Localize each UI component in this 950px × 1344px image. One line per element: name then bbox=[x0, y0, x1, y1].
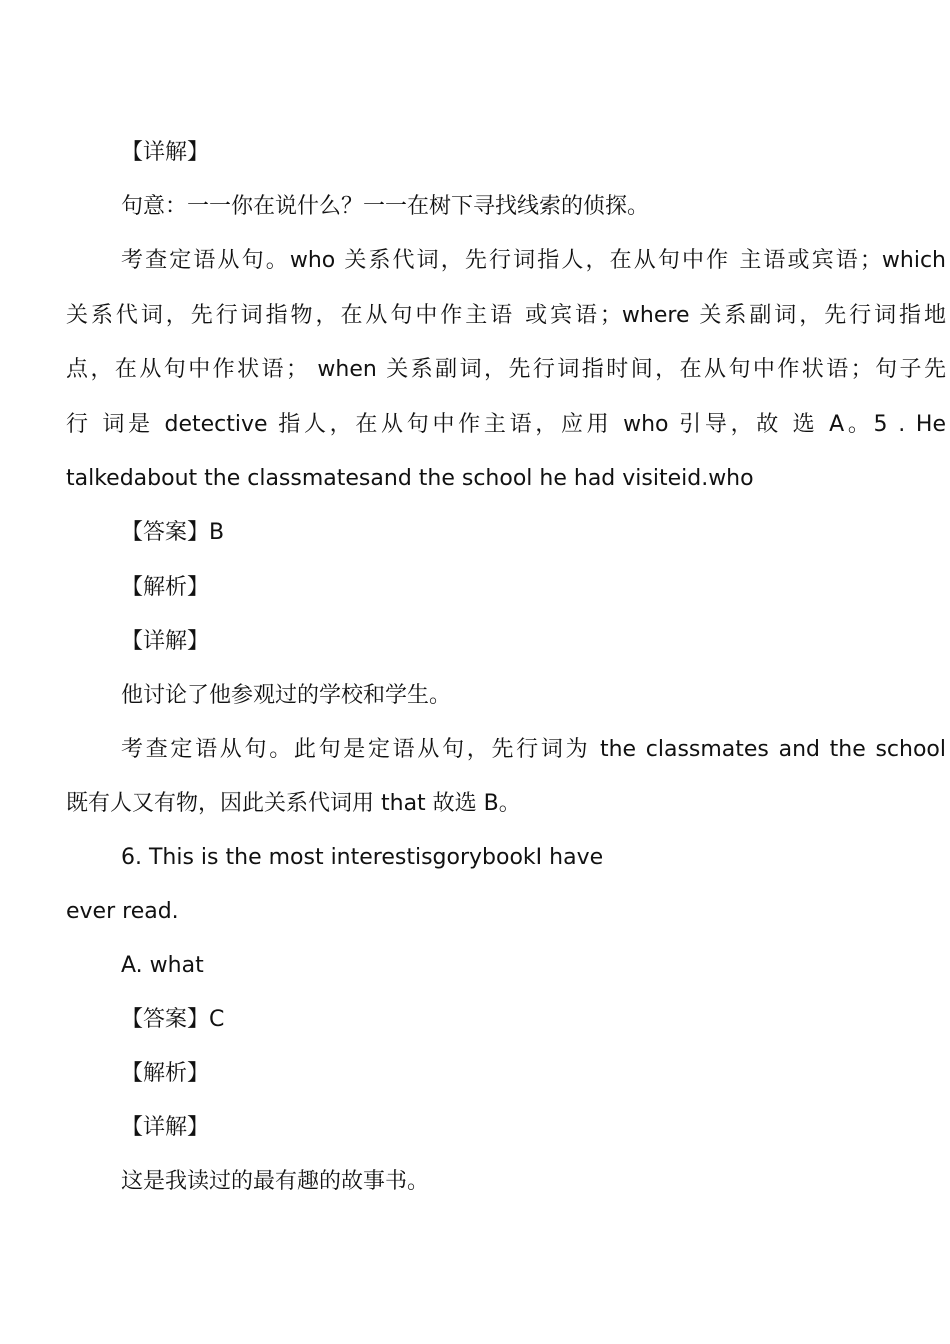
explanation-line: 既有人又有物，因此关系代词用 that 故选 B。 bbox=[66, 791, 521, 816]
analysis-label: 【解析】 bbox=[121, 1061, 210, 1086]
analysis-label: 【解析】 bbox=[121, 575, 210, 600]
question-text: talkedabout the classmatesand the school he had visiteid.who bbox=[66, 466, 754, 491]
explanation-line: 考查定语从句。who 关系代词，先行词指人，在从句中作 主语或宾语；which bbox=[121, 248, 946, 273]
heading-detail: 【详解】 bbox=[121, 140, 210, 165]
question-text: ever read. bbox=[66, 899, 179, 924]
answer-label: 【答案】C bbox=[121, 1007, 225, 1032]
sentence-meaning: 句意：一一你在说什么？一一在树下寻找线索的侦探。 bbox=[121, 194, 650, 219]
translation-line: 他讨论了他参观过的学校和学生。 bbox=[121, 683, 452, 708]
explanation-line: 考查定语从句。此句是定语从句，先行词为 the classmates and the school bbox=[121, 737, 946, 762]
explanation-line: 点，在从句中作状语； when 关系副词，先行词指时间，在从句中作状语；句子先 bbox=[66, 357, 946, 382]
explanation-line: 行 词是 detective 指人，在从句中作主语，应用 who 引导，故 选 A。5 . He bbox=[66, 412, 946, 437]
heading-detail: 【详解】 bbox=[121, 629, 210, 654]
question-text: 6. This is the most interestisgorybookI have bbox=[121, 845, 604, 870]
explanation-line: 关系代词，先行词指物，在从句中作主语 或宾语；where 关系副词，先行词指地 bbox=[66, 303, 946, 328]
answer-label: 【答案】B bbox=[121, 520, 225, 545]
translation-line: 这是我读过的最有趣的故事书。 bbox=[121, 1169, 430, 1194]
option-a: A. what bbox=[121, 953, 204, 978]
heading-detail: 【详解】 bbox=[121, 1115, 210, 1140]
